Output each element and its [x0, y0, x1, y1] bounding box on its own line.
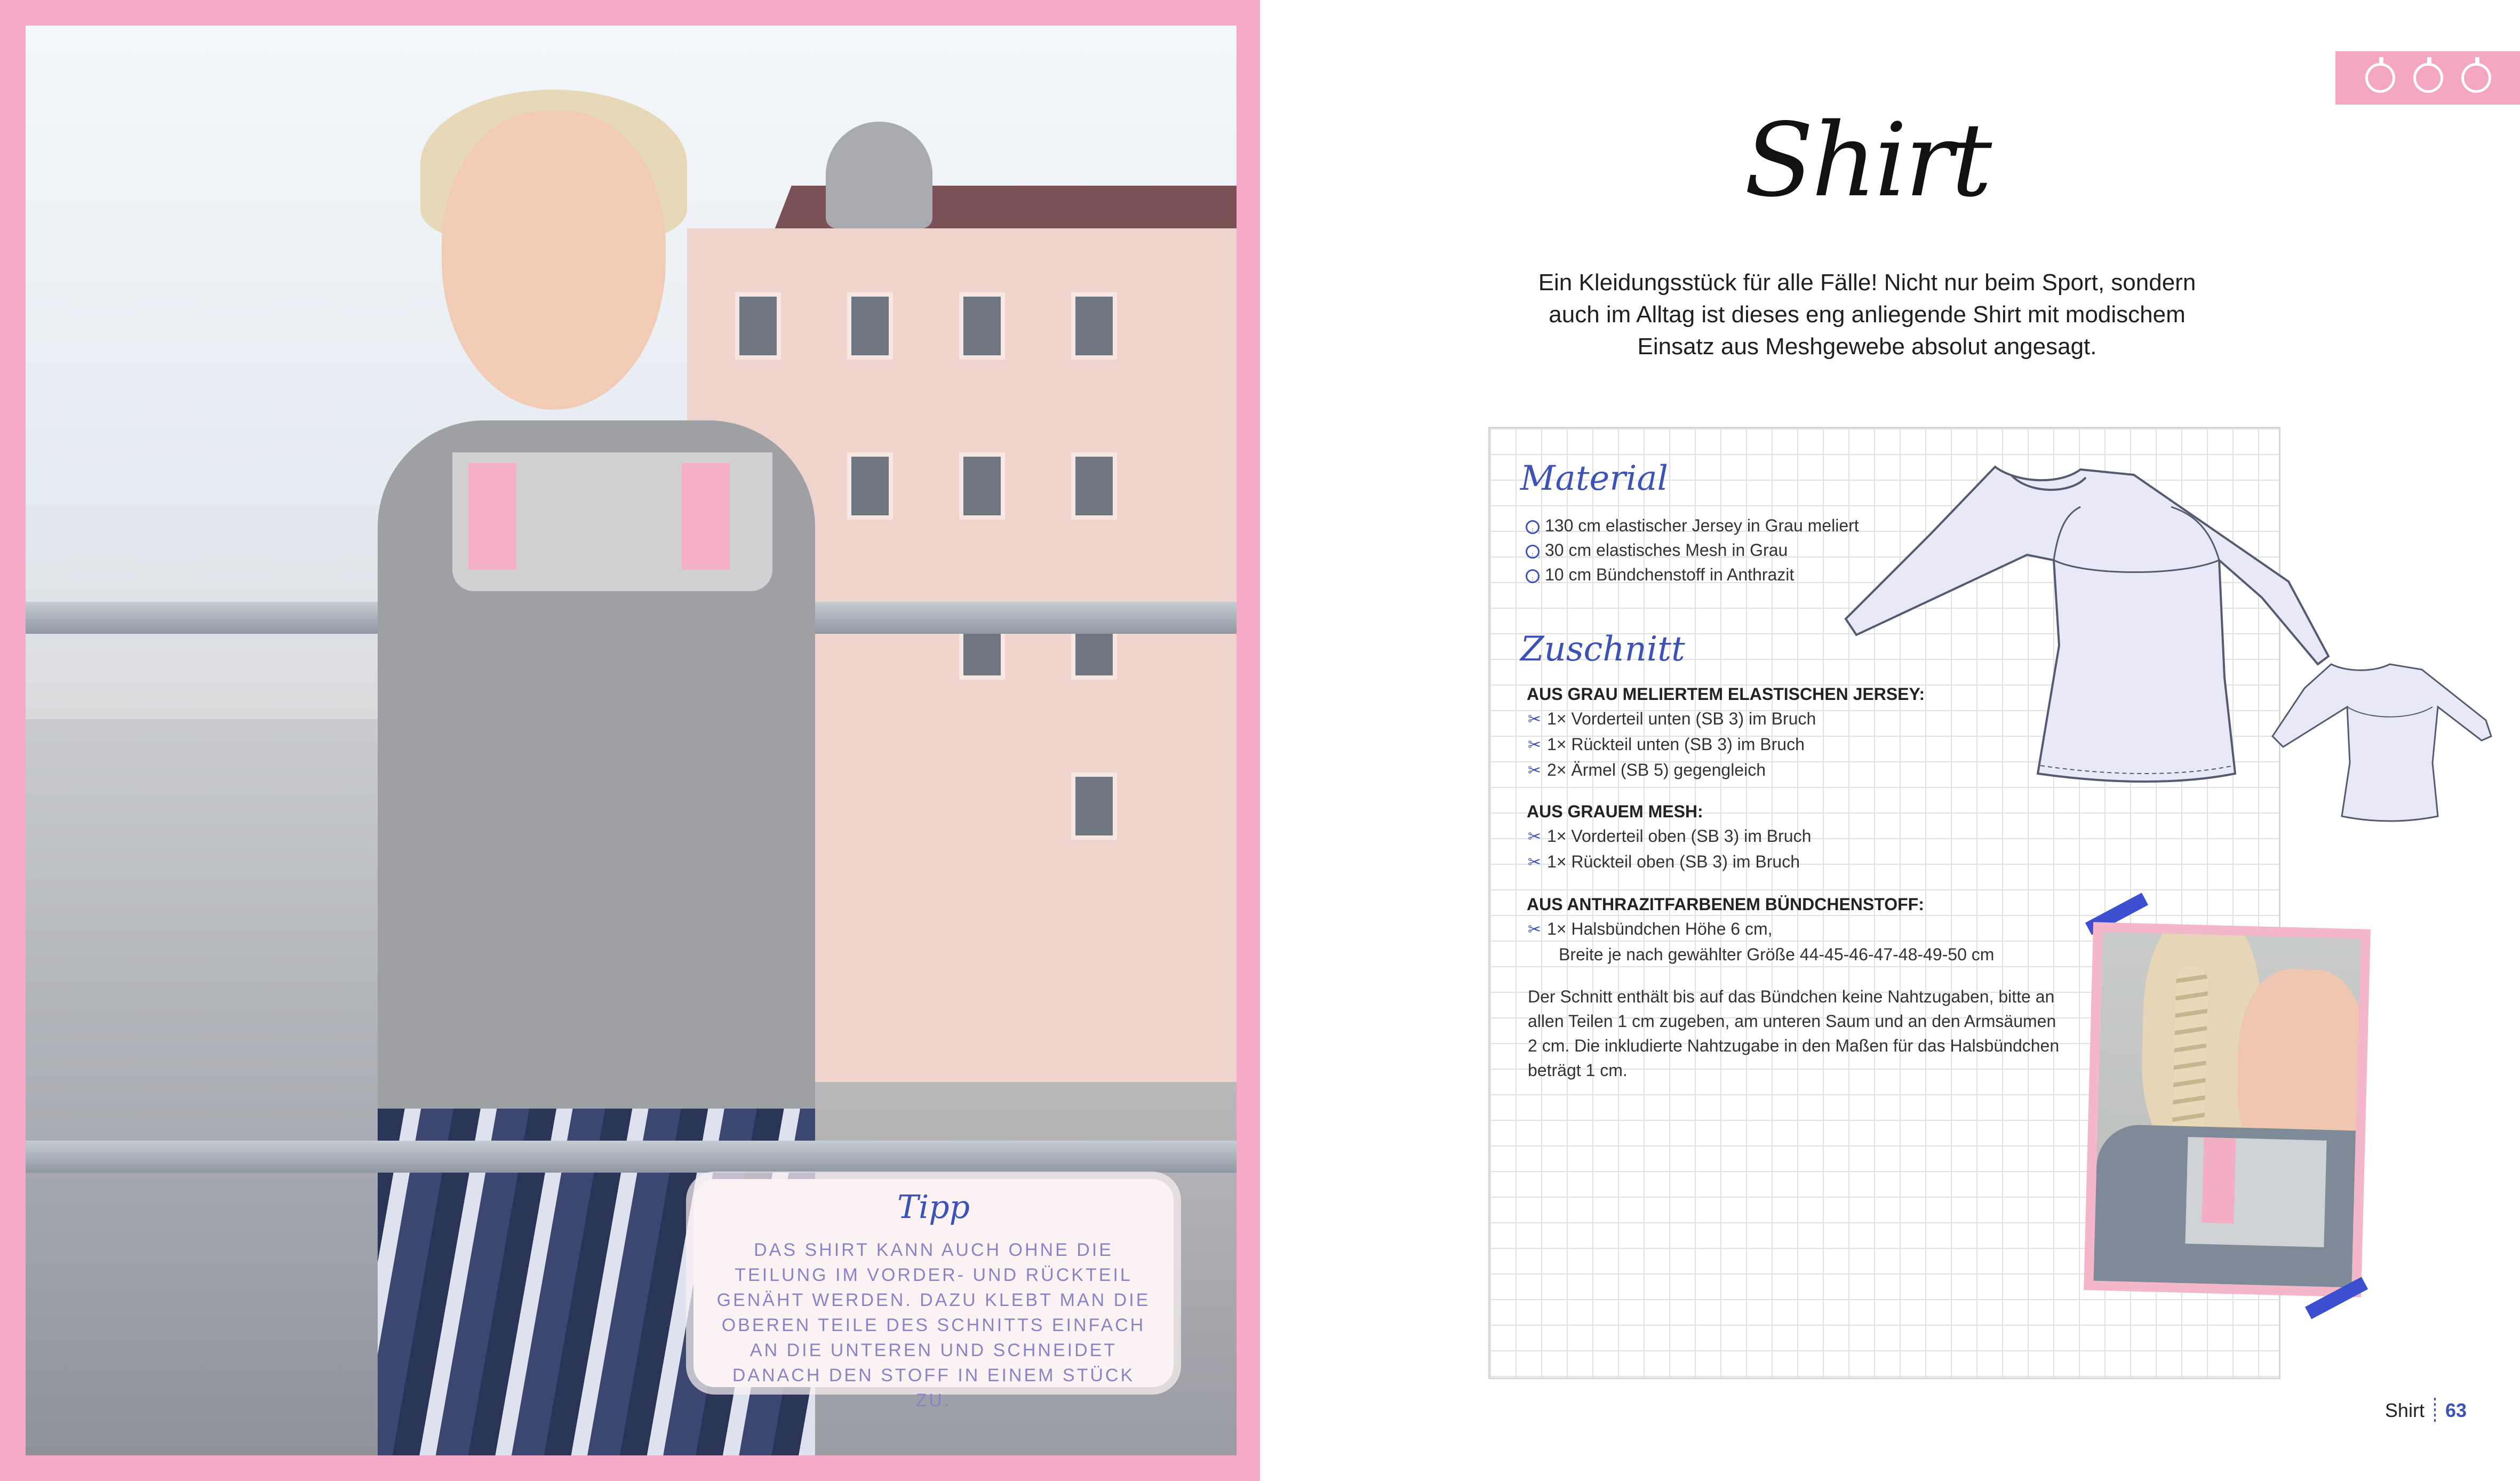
page-number: 63: [2445, 1399, 2467, 1421]
difficulty-tab: [2335, 51, 2520, 105]
cut-group-heading: AUS ANTHRAZITFARBENEM BÜNDCHENSTOFF:: [1527, 895, 1924, 914]
photo-window: [959, 452, 1005, 520]
photo-window: [1071, 292, 1117, 360]
material-item: [1526, 562, 1859, 587]
photo-window: [735, 292, 781, 360]
photo-shirt-pink-strap: [682, 463, 730, 570]
cut-item: [1527, 824, 2082, 849]
cut-item-continuation: Breite je nach gewählter Größe 44-45-46-47-48-49-50 cm: [1559, 945, 1995, 964]
cut-item: [1527, 849, 2082, 875]
footer-section-label: Shirt: [2385, 1399, 2425, 1421]
material-item-text: 10 cm Bündchenstoff in Anthrazit: [1545, 565, 1795, 584]
cut-group-mesh: [1527, 799, 2082, 875]
photo-window: [1071, 452, 1117, 520]
detail-pink-strap: [2202, 1137, 2236, 1224]
cut-item-text: 1× Vorderteil oben (SB 3) im Bruch: [1547, 826, 1812, 846]
seam-allowance-note: Der Schnitt enthält bis auf das Bündchen keine Nahtzugaben, bitte an allen Teilen 1 cm zugeben, am unteren Saum und an den Armsäumen 2 cm. Die inkludierte Nahtzugabe in den Maßen für das Halsbündchen beträgt 1 cm.: [1528, 987, 2060, 1080]
material-item: [1526, 538, 1859, 562]
scissors-icon: ✂: [1528, 762, 1542, 779]
intro-text: Ein Kleidungsstück für alle Fälle! Nicht nur beim Sport, sondern auch im Alltag ist dieses eng anliegende Shirt mit modischem Einsatz aus Meshgewebe absolut angesagt.: [1538, 269, 2196, 360]
stopwatch-icon: [2461, 63, 2491, 93]
cut-item-text: 2× Ärmel (SB 5) gegengleich: [1547, 760, 1766, 779]
button-icon: [1526, 569, 1540, 583]
photo-shirt-pink-strap: [468, 463, 516, 570]
material-item: [1526, 513, 1859, 538]
tip-box: [693, 1179, 1174, 1411]
scissors-icon: ✂: [1528, 736, 1542, 754]
zuschnitt-title: Zuschnitt: [1520, 630, 1685, 669]
scissors-icon: ✂: [1528, 828, 1542, 846]
stopwatch-icon: [2365, 63, 2395, 93]
cut-item-text: 1× Rückteil unten (SB 3) im Bruch: [1547, 735, 1805, 754]
material-title: Material: [1520, 459, 1668, 498]
photo-window: [959, 292, 1005, 360]
cut-item-text: 1× Rückteil oben (SB 3) im Bruch: [1547, 852, 1800, 871]
material-item-text: 30 cm elastisches Mesh in Grau: [1545, 540, 1788, 560]
shirt-front-drawing: [1835, 453, 2331, 806]
cut-item-text: 1× Vorderteil unten (SB 3) im Bruch: [1547, 709, 1816, 728]
scissors-icon: ✂: [1528, 711, 1542, 728]
photo-railing: [26, 1141, 1237, 1173]
scissors-icon: ✂: [1528, 921, 1542, 938]
page-title: Shirt: [1744, 101, 1990, 219]
shirt-back-drawing: [2262, 656, 2497, 827]
scissors-icon: ✂: [1528, 854, 1542, 871]
page-footer: [2385, 1398, 2467, 1422]
material-item-text: 130 cm elastischer Jersey in Grau meliert: [1545, 516, 1859, 535]
tip-text: DAS SHIRT KANN AUCH OHNE DIE TEILUNG IM VORDER- UND RÜCKTEIL GENÄHT WERDEN. DAZU KLEBT MAN DIE OBEREN TEILE DES SCHNITTS EINFACH AN DIE UNTEREN UND SCHNEIDET DANACH DEN STOFF IN EINEM STÜCK ZU.: [716, 1240, 1151, 1411]
cut-group-heading: AUS GRAUEM MESH:: [1527, 802, 1703, 821]
cut-item-text: 1× Halsbündchen Höhe 6 cm,: [1547, 919, 1773, 938]
photo-window: [847, 292, 893, 360]
footer-separator: [2434, 1398, 2436, 1422]
button-icon: [1526, 520, 1540, 534]
button-icon: [1526, 545, 1540, 559]
photo-tower: [826, 122, 932, 228]
tip-title: Tipp: [897, 1189, 970, 1226]
detail-photo-image: [2094, 932, 2361, 1287]
photo-window: [847, 452, 893, 520]
photo-window: [1071, 773, 1117, 840]
cut-item: [1527, 917, 2082, 942]
cut-group-heading: AUS GRAU MELIERTEM ELASTISCHEN JERSEY:: [1527, 684, 1925, 704]
stopwatch-icon: [2413, 63, 2443, 93]
photo-model-face: [442, 111, 666, 410]
detail-photo: [2084, 922, 2371, 1297]
cut-group-cuff: [1527, 892, 2082, 967]
material-list: [1526, 513, 1859, 587]
